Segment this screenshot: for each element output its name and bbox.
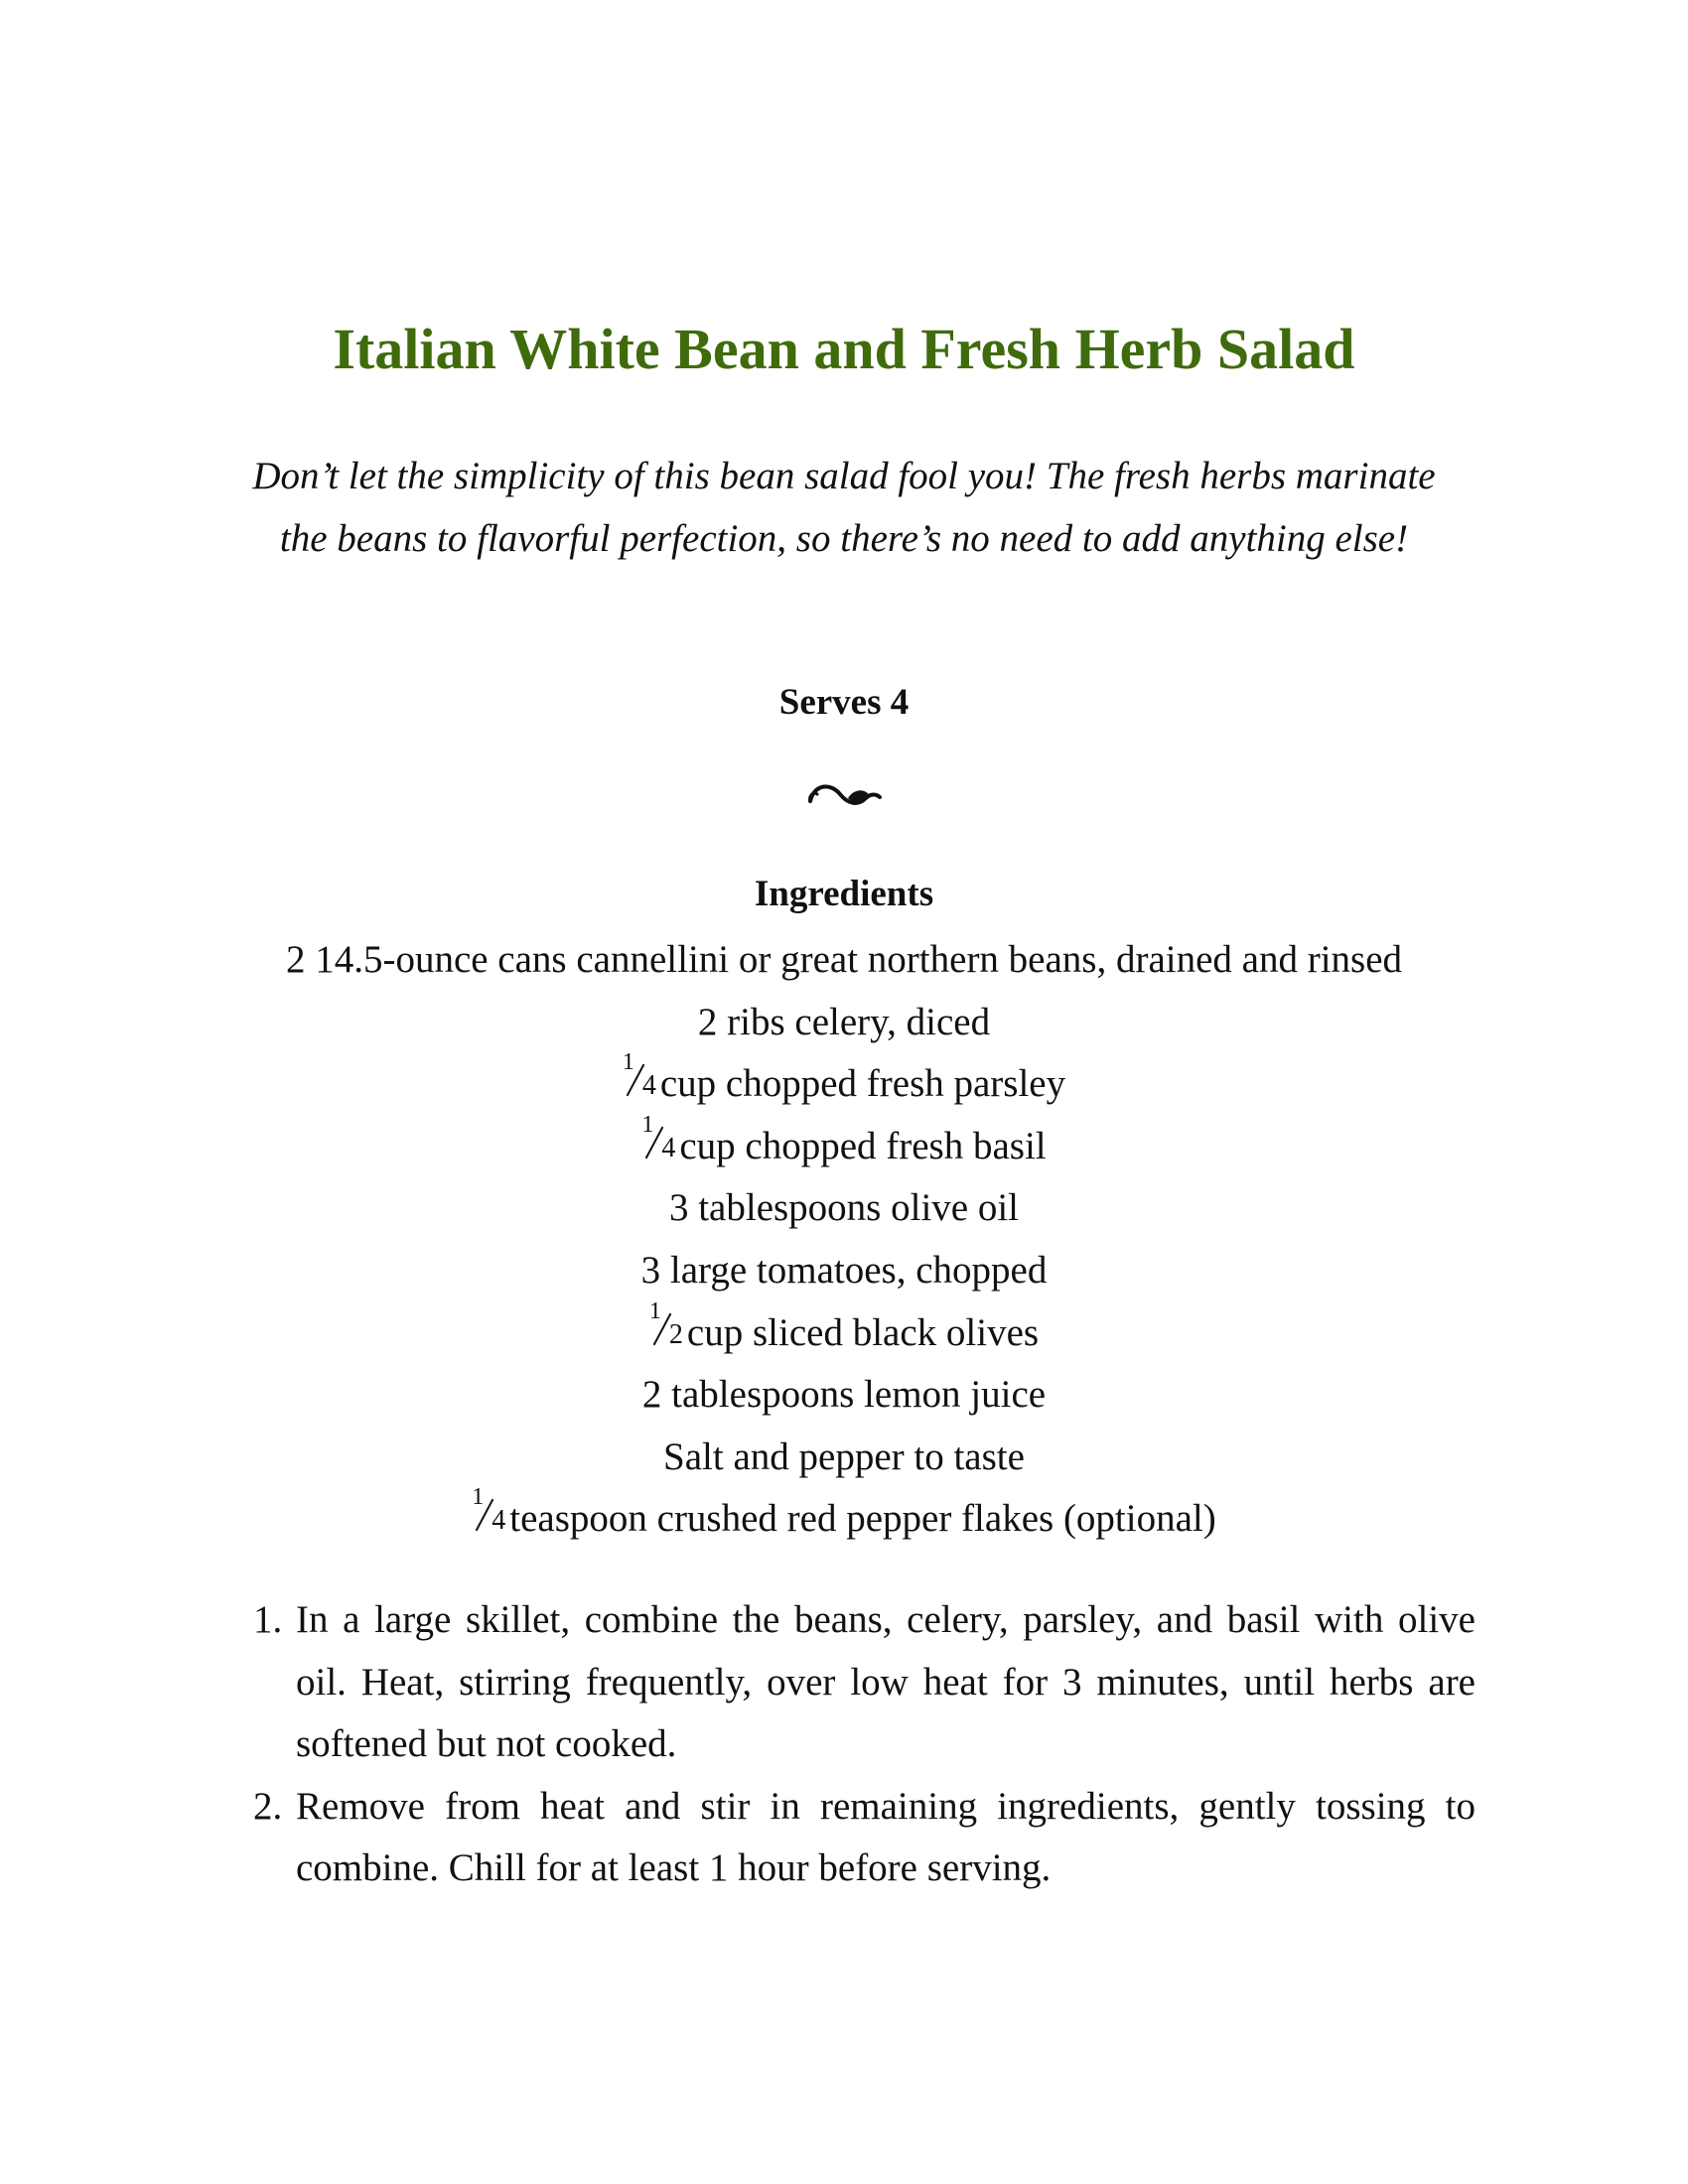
- servings: Serves 4: [778, 682, 910, 723]
- step-text: Remove from heat and stir in remaining ingredients, gently tossing to combine. Chill for at least 1 hour before serving.: [296, 1784, 1476, 1889]
- ingredient-fraction: [472, 1484, 506, 1537]
- step-text: In a large skillet, combine the beans, celery, parsley, and basil with olive oil. Heat, stirring frequently, over low heat for 3 minutes, until herbs are softened but not cooked.: [296, 1598, 1476, 1765]
- ingredient-text: cup chopped fresh basil: [679, 1124, 1047, 1167]
- ingredient-fraction: [622, 1049, 656, 1102]
- ingredient-text: 2 ribs celery, diced: [697, 1000, 991, 1043]
- ingredient-item: [0, 1240, 1688, 1302]
- fraction-denominator: 4: [492, 1505, 506, 1537]
- fraction-denominator: 2: [668, 1318, 683, 1350]
- fraction-numerator: 1: [472, 1484, 485, 1511]
- ingredient-text: teaspoon crushed red pepper flakes (optional): [509, 1497, 1216, 1541]
- ingredient-item: [0, 1111, 1688, 1178]
- step-item: [246, 1776, 1476, 1900]
- ingredient-text: cup chopped fresh parsley: [659, 1062, 1066, 1106]
- ingredient-text: 3 large tomatoes, chopped: [640, 1248, 1048, 1292]
- step-item: [246, 1589, 1476, 1776]
- ingredient-item: [0, 929, 1688, 992]
- swash-ornament-icon: [804, 774, 884, 814]
- ingredient-item: [0, 1297, 1688, 1365]
- ingredient-fraction: [648, 1297, 683, 1351]
- fraction-denominator: 4: [661, 1132, 676, 1163]
- ingredient-item: [0, 1484, 1688, 1551]
- step-number: 2.: [253, 1784, 283, 1828]
- ingredient-item: [0, 1177, 1688, 1240]
- ingredients-heading: Ingredients: [754, 874, 934, 914]
- recipe-title: Italian White Bean and Fresh Herb Salad: [333, 317, 1355, 381]
- ingredient-text: 2 tablespoons lemon juice: [641, 1373, 1047, 1417]
- step-number: 1.: [253, 1598, 283, 1641]
- ingredient-text: 2 14.5-ounce cans cannellini or great northern beans, drained and rinsed: [285, 938, 1403, 981]
- fraction-numerator: 1: [641, 1111, 654, 1138]
- ingredient-text: 3 tablespoons olive oil: [668, 1186, 1020, 1230]
- steps-list: [246, 1589, 1476, 1900]
- ingredient-item: [0, 1049, 1688, 1116]
- ingredients-list: [0, 929, 1688, 1551]
- ingredient-item: [0, 1427, 1688, 1489]
- fraction-denominator: 4: [641, 1070, 656, 1102]
- fraction-numerator: 1: [648, 1297, 661, 1324]
- recipe-intro: Don’t let the simplicity of this bean salad fool you! The fresh herbs marinate the beans to flavorful perfection, so there’s no need to add anything else!: [252, 455, 1436, 560]
- ingredient-item: [0, 992, 1688, 1054]
- ingredient-text: Salt and pepper to taste: [663, 1434, 1025, 1478]
- ingredient-fraction: [641, 1111, 676, 1164]
- ingredient-item: [0, 1364, 1688, 1427]
- fraction-numerator: 1: [622, 1049, 634, 1076]
- ingredient-text: cup sliced black olives: [686, 1310, 1040, 1354]
